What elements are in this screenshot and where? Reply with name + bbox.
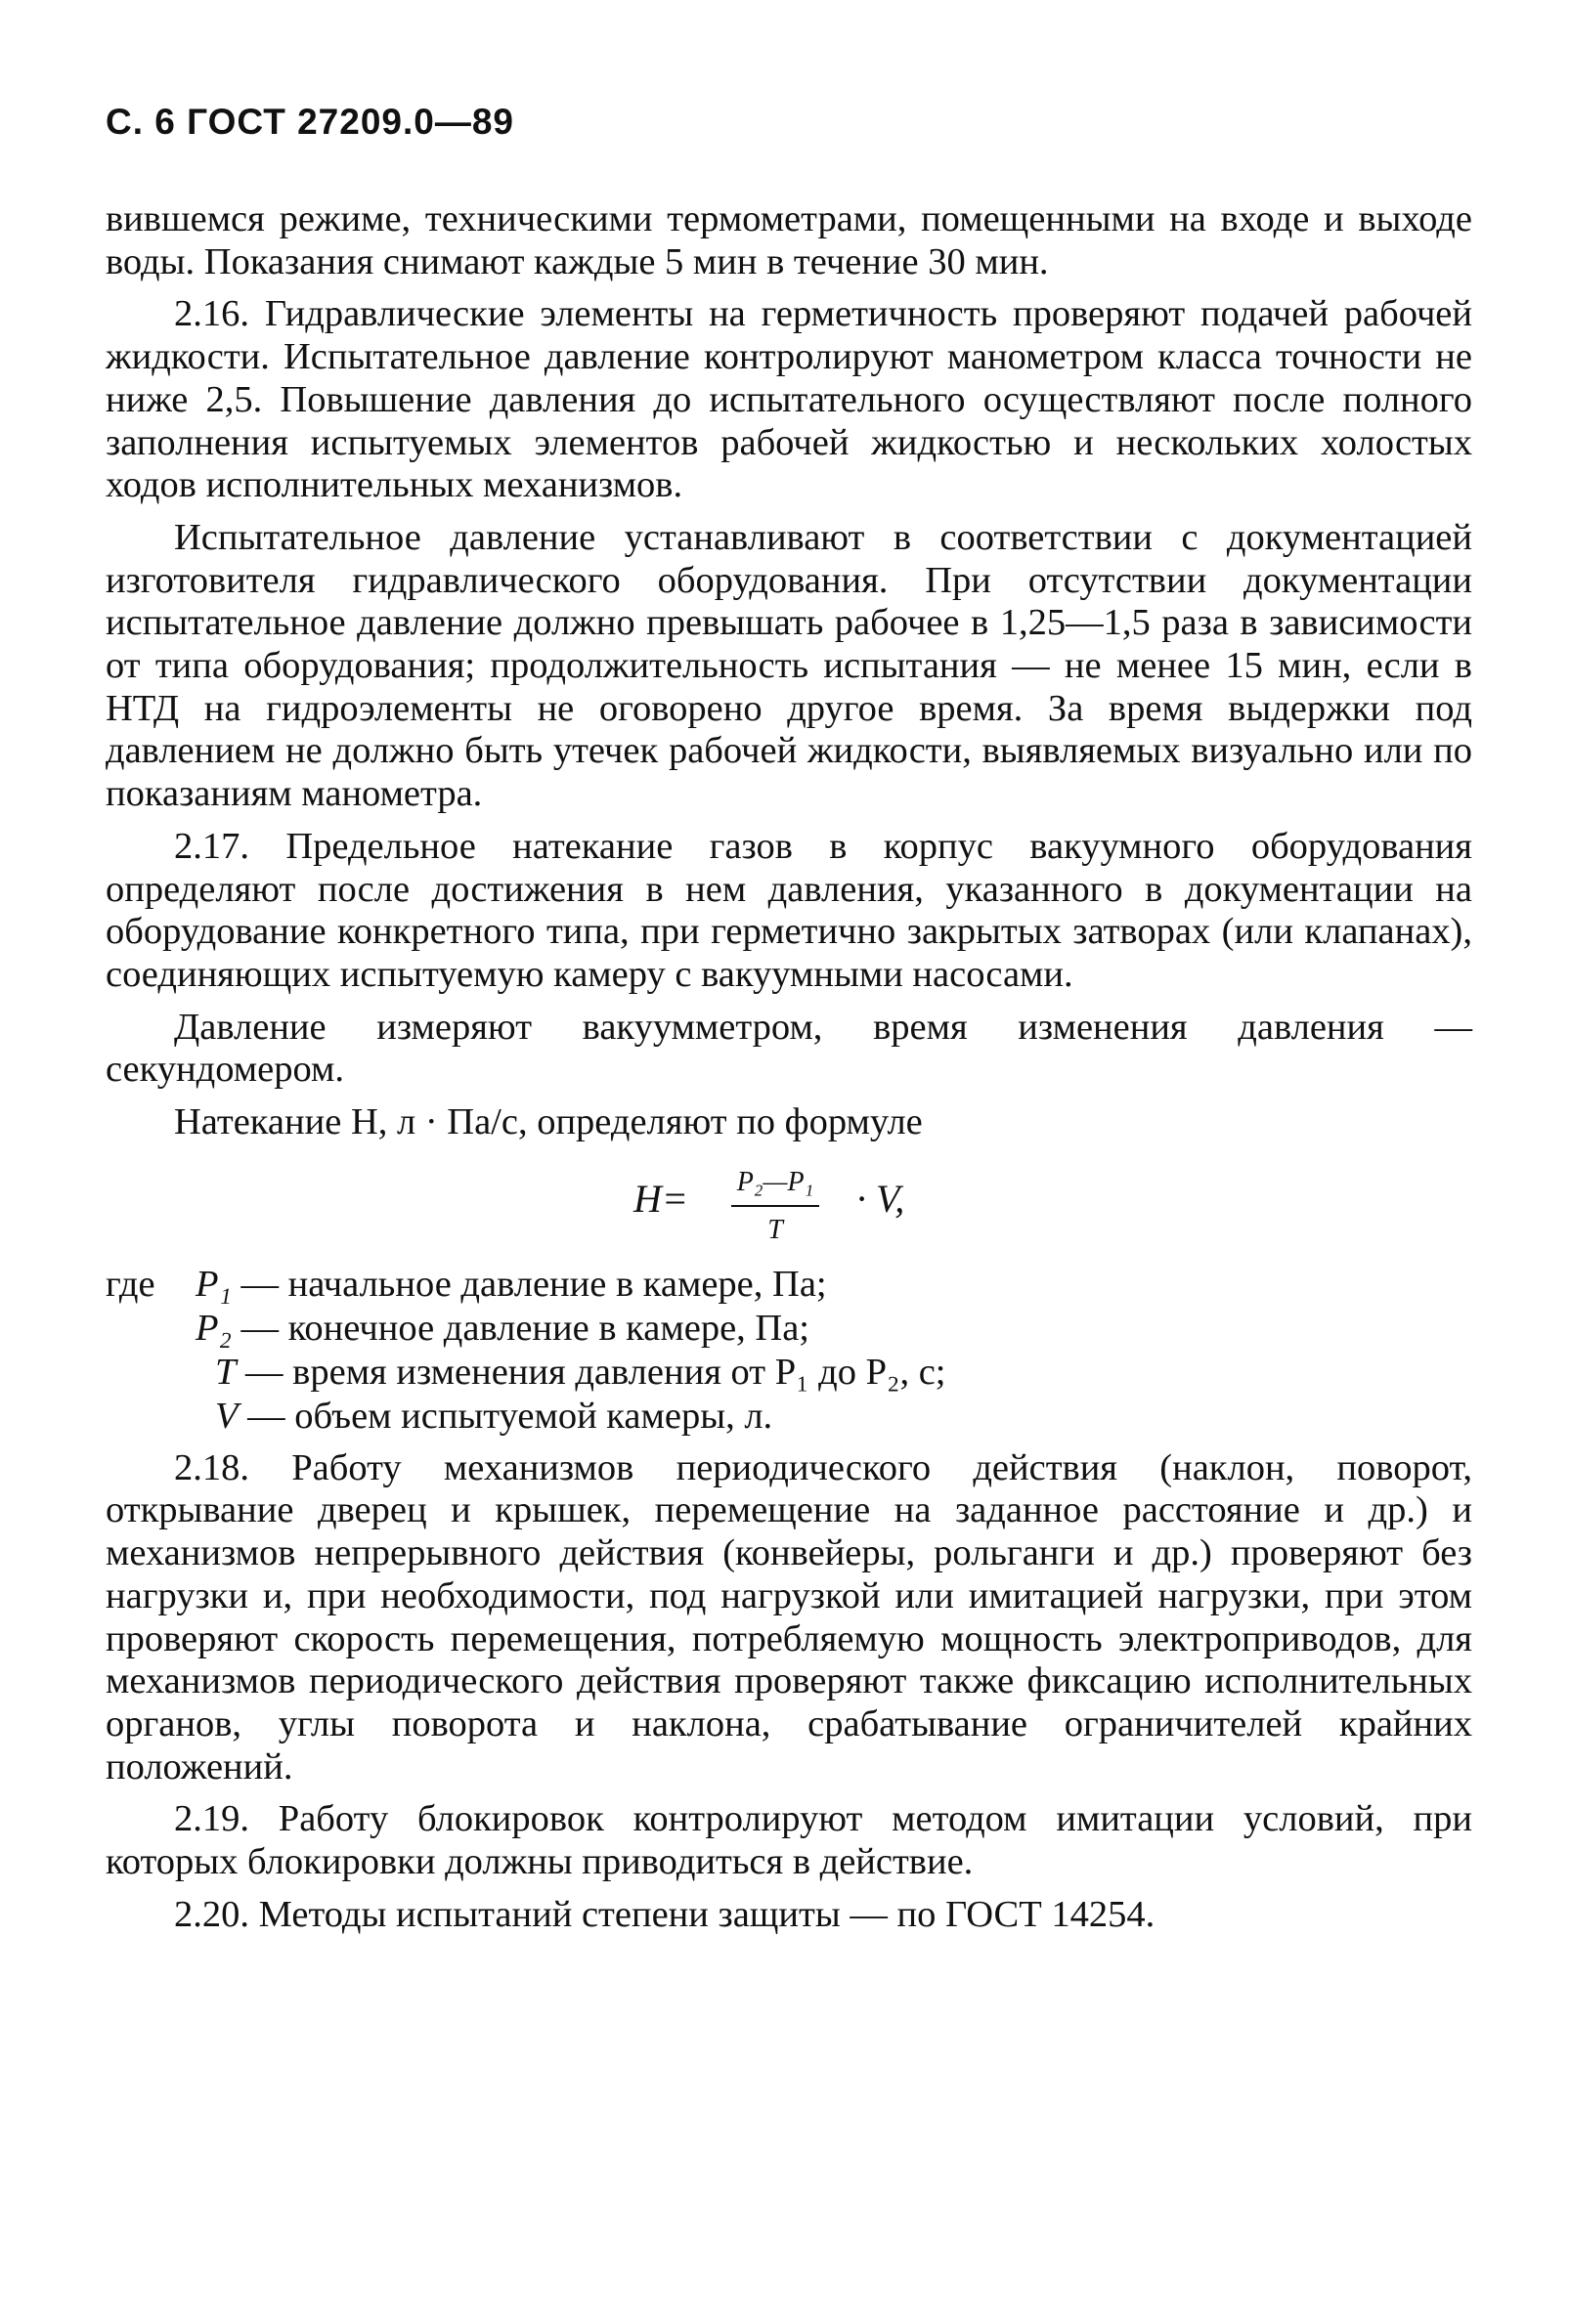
document-body — [106, 198, 1472, 1937]
formula-lhs: H= — [633, 1176, 688, 1221]
page-header: С. 6 ГОСТ 27209.0—89 — [106, 102, 514, 142]
formula-legend — [106, 1264, 1472, 1447]
legend-item — [196, 1308, 809, 1351]
paragraph-2-16: 2.16. Гидравлические элементы на герметичность проверяют подачей рабочей жидкости. Испытательное давление контролируют манометром класса точности не ниже 2,5. Повышение давления до испытательного осуществляют после полного заполнения испытуемых элементов рабочей жидкостью и нескольких холостых ходов исполнительных механизмов. — [106, 293, 1472, 506]
legend-symbol: V — [215, 1395, 239, 1437]
legend-symbol: P₂ — [196, 1307, 232, 1349]
paragraph-continuation: вившемся режиме, техническими термометрами, помещенными на входе и выходе воды. Показания снимают каждые 5 мин в течение 30 мин. — [106, 198, 1472, 282]
legend-symbol: P₁ — [196, 1263, 232, 1305]
paragraph-2-20: 2.20. Методы испытаний степени защиты — по ГОСТ 14254. — [174, 1893, 1156, 1935]
formula-rhs: · V, — [856, 1176, 905, 1221]
legend-item — [215, 1352, 946, 1395]
legend-text: — время изменения давления от P₁ до P₂, с; — [236, 1351, 946, 1393]
paragraph-test-pressure: Испытательное давление устанавливают в соответствии с документацией изготовителя гидравлического оборудования. При отсутствии документации испытательное давление должно превышать рабочее в 1,25—1,5 раза в зависимости от типа оборудования; продолжительность испытания — не менее 15 мин, если в НТД на гидроэлементы не оговорено другое время. За время выдержки под давлением не должно быть утечек рабочей жидкости, выявляемых визуально или по показаниям манометра. — [106, 516, 1472, 815]
paragraph-2-18: 2.18. Работу механизмов периодического действия (наклон, поворот, открывание дверец и крышек, перемещение на заданное расстояние и др.) и механизмов непрерывного действия (конвейеры, рольганги и др.) проверяют без нагрузки и, при необходимости, под нагрузкой или имитацией нагрузки, при этом проверяют скорость перемещения, потребляемую мощность электроприводов, для механизмов периодического действия проверяют также фиксацию исполнительных органов, углы поворота и наклона, срабатывание ограничителей крайних положений. — [106, 1446, 1472, 1787]
legend-text: — конечное давление в камере, Па; — [231, 1307, 809, 1349]
leak-rate-formula — [106, 1148, 1472, 1258]
formula-numerator: P₂—P₁ — [731, 1161, 820, 1208]
legend-item — [215, 1396, 772, 1439]
legend-text: — объем испытуемой камеры, л. — [238, 1395, 773, 1437]
paragraph-2-17: 2.17. Предельное натекание газов в корпус вакуумного оборудования определяют после достижения в нем давления, указанного в документации на оборудование конкретного типа, при герметично закрытых затворах (или клапанах), соединяющих испытуемую камеру с вакуумными насосами. — [106, 825, 1472, 995]
legend-item — [196, 1264, 827, 1307]
legend-symbol: T — [215, 1351, 237, 1393]
paragraph-pressure-measure: Давление измеряют вакуумметром, время изменения давления — секундомером. — [106, 1006, 1472, 1091]
legend-lead: где — [106, 1263, 155, 1305]
formula-intro: Натекание H, л · Па/с, определяют по формуле — [174, 1101, 923, 1143]
formula-denominator: T — [767, 1215, 783, 1246]
formula-fraction — [702, 1156, 849, 1252]
legend-text: — начальное давление в камере, Па; — [231, 1263, 827, 1305]
paragraph-2-19: 2.19. Работу блокировок контролируют методом имитации условий, при которых блокировки должны приводиться в действие. — [106, 1798, 1472, 1883]
